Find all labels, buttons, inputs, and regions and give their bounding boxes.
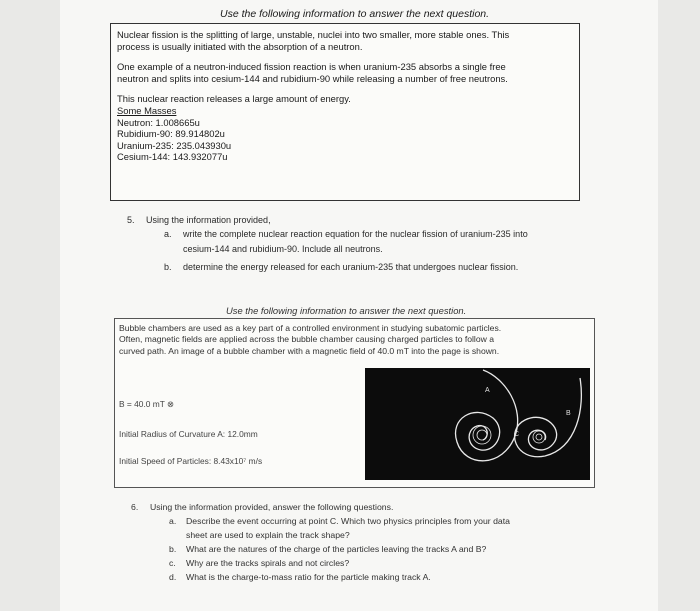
q5-a-line-2: cesium-144 and rubidium-90. Include all neutrons. [183,244,383,254]
spiral-track-a [456,370,518,461]
mass-neutron: Neutron: 1.008665u [117,116,200,128]
masses-title: Some Masses [117,104,177,116]
initial-radius: Initial Radius of Curvature A: 12.0mm [119,429,258,439]
q5-intro: Using the information provided, [146,215,271,225]
q5-b-label: b. [164,262,172,272]
heading-question-6: Use the following information to answer the next question. [226,305,467,316]
mass-uranium: Uranium-235: 235.043930u [117,139,232,151]
q6-d-label: d. [169,572,177,582]
fission-paragraph-1: Nuclear fission is the splitting of large, unstable, nuclei into two smaller, more stable ones. This process is usually initiated with the absorption of a neutron. [117,29,510,52]
fission-info-box [110,23,580,201]
spiral-inner-circles [473,426,545,444]
q6-number: 6. [131,502,139,512]
fission-paragraph-3: This nuclear reaction releases a large amount of energy. [117,93,351,105]
q6-d-text: What is the charge-to-mass ratio for the particle making track A. [186,572,431,582]
q6-c-text: Why are the tracks spirals and not circles? [186,558,350,568]
bubble-chamber-box [114,318,595,488]
q5-a-line-1: write the complete nuclear reaction equation for the nuclear fission of uranium-235 into [183,229,528,239]
q5-number: 5. [127,215,135,225]
q6-a-label: a. [169,516,177,526]
q5-a-label: a. [164,229,172,239]
label-b: B [566,410,571,417]
q6-c-label: c. [169,558,176,568]
mass-rubidium: Rubidium-90: 89.914802u [117,128,225,140]
q5-b-text: determine the energy released for each uranium-235 that undergoes nuclear fission. [183,262,519,272]
label-c: C [514,431,520,438]
fission-paragraph-2: One example of a neutron-induced fission reaction is when uranium-235 absorbs a single free neutron and splits into cesium-144 and rubidium-90 while releasing a number of free neutrons. [117,61,508,84]
q6-b-text: What are the natures of the charge of the particles leaving the tracks A and B? [186,544,487,554]
mass-cesium: Cesium-144: 143.932077u [117,151,228,163]
q6-a-line-2: sheet are used to explain the track shape? [186,530,350,540]
particle-tracks-figure [365,368,590,480]
q6-b-label: b. [169,544,177,554]
bubble-chamber-paragraph: Bubble chambers are used as a key part of a controlled environment in studying subatomic particles. Often, magnetic fields are applied across the bubble chamber causing charged particles to follow a curved path. An image of a bubble chamber with a magnetic field of 40.0 mT into the page is shown. [119,323,502,356]
q6-a-line-1: Describe the event occurring at point C. Which two physics principles from your data [186,516,510,526]
bubble-chamber-image [365,368,590,480]
label-a: A [485,387,490,394]
initial-speed: Initial Speed of Particles: 8.43x10⁷ m/s [119,456,263,466]
q6-intro: Using the information provided, answer the following questions. [150,502,394,512]
spiral-track-b [515,378,582,457]
magnetic-field-value: B = 40.0 mT ⊗ [119,399,175,409]
heading-question-5: Use the following information to answer the next question. [220,8,490,20]
